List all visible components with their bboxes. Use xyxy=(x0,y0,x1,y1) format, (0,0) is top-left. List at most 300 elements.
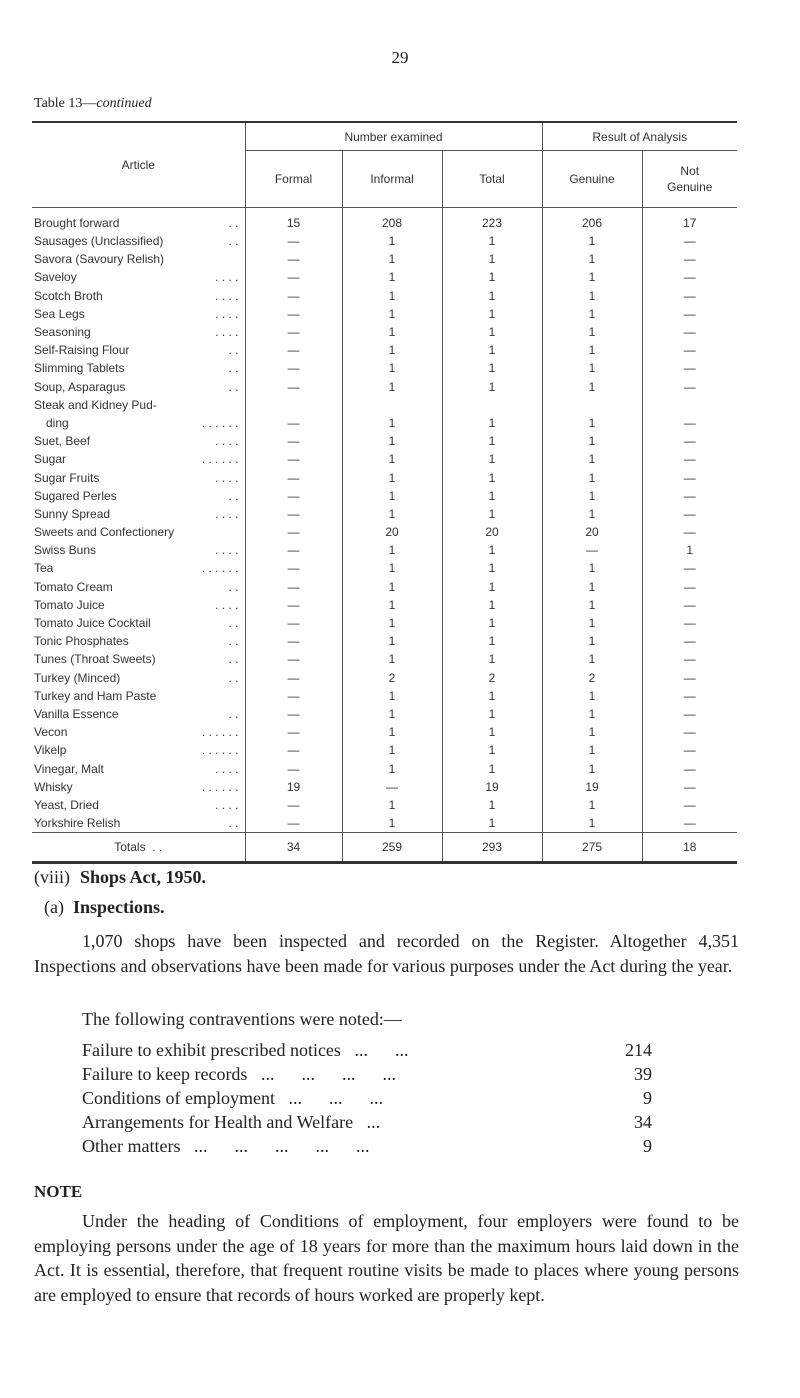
contraventions-intro: The following contraventions were noted:— xyxy=(82,1009,402,1029)
contravention-count: 39 xyxy=(634,1064,652,1084)
table-row xyxy=(32,650,737,668)
cell-genuine xyxy=(542,396,642,414)
cell-total: 1 xyxy=(442,323,542,341)
table-row xyxy=(32,632,737,650)
note-paragraph: Under the heading of Conditions of employment, four employers were found to be employing persons under the age of 18 years for more than the maximum hours laid down in the Act. It is essential, therefore, that frequent routine visits be made to places where young persons are employed to ensure that records of hours worked are properly kept. xyxy=(34,1211,739,1305)
column-header-formal: Formal xyxy=(245,151,342,208)
cell-formal: — xyxy=(245,414,342,432)
cell-not-genuine: — xyxy=(642,741,737,759)
cell-informal: 1 xyxy=(342,614,442,632)
table-row xyxy=(32,487,737,505)
table-row xyxy=(32,578,737,596)
cell-genuine: 19 xyxy=(542,778,642,796)
cell-not-genuine: — xyxy=(642,669,737,687)
cell-total: 1 xyxy=(442,432,542,450)
cell-genuine: 1 xyxy=(542,741,642,759)
cell-informal: 20 xyxy=(342,523,442,541)
leader-dots: . . xyxy=(228,488,239,503)
leader-dots: . . . . . . xyxy=(201,725,239,740)
leader-dots: ... ... xyxy=(354,1040,409,1060)
cell-not-genuine: — xyxy=(642,505,737,523)
totals-total: 293 xyxy=(442,833,542,863)
cell-informal: 1 xyxy=(342,687,442,705)
table-row xyxy=(32,559,737,577)
cell-article: Swiss Buns . . . . xyxy=(34,543,239,558)
cell-genuine: 206 xyxy=(542,208,642,233)
cell-not-genuine: — xyxy=(642,778,737,796)
cell-informal: 1 xyxy=(342,268,442,286)
cell-formal: — xyxy=(245,487,342,505)
cell-total: 1 xyxy=(442,287,542,305)
totals-label: Totals . . xyxy=(32,833,245,863)
cell-formal: — xyxy=(245,614,342,632)
table-row xyxy=(32,323,737,341)
cell-genuine: 1 xyxy=(542,323,642,341)
cell-not-genuine: — xyxy=(642,305,737,323)
cell-total: 1 xyxy=(442,741,542,759)
cell-genuine: 1 xyxy=(542,705,642,723)
cell-total: 1 xyxy=(442,578,542,596)
cell-formal: — xyxy=(245,796,342,814)
cell-total: 1 xyxy=(442,468,542,486)
cell-total: 1 xyxy=(442,505,542,523)
cell-informal: 1 xyxy=(342,814,442,833)
cell-informal: 1 xyxy=(342,305,442,323)
section-heading xyxy=(34,867,754,888)
contraventions-list xyxy=(82,1040,652,1160)
cell-total: 1 xyxy=(442,250,542,268)
leader-dots: . . xyxy=(228,634,239,649)
leader-dots: . . . . xyxy=(215,597,239,612)
cell-formal: — xyxy=(245,232,342,250)
leader-dots: . . . . xyxy=(215,325,239,340)
cell-article: Vanilla Essence . . xyxy=(34,706,239,721)
cell-total: 1 xyxy=(442,705,542,723)
page-number: 29 xyxy=(391,48,409,67)
table-row xyxy=(32,378,737,396)
cell-informal: 1 xyxy=(342,341,442,359)
cell-formal: — xyxy=(245,359,342,377)
leader-dots: ... ... ... ... xyxy=(260,1064,396,1084)
cell-article: Soup, Asparagus . . xyxy=(34,379,239,394)
cell-article: Turkey and Ham Paste xyxy=(34,688,157,703)
cell-not-genuine: — xyxy=(642,287,737,305)
table-row xyxy=(32,396,737,414)
table-row xyxy=(32,287,737,305)
cell-article: ding . . . . . . xyxy=(46,415,239,430)
table-row xyxy=(32,796,737,814)
contravention-item xyxy=(82,1040,652,1064)
leader-dots: . . . . xyxy=(215,288,239,303)
cell-genuine: 1 xyxy=(542,614,642,632)
contravention-label: Conditions of employment ... ... ... xyxy=(82,1088,383,1108)
cell-article: Sugared Perles . . xyxy=(34,488,239,503)
cell-formal: 15 xyxy=(245,208,342,233)
leader-dots: . . xyxy=(228,216,239,230)
cell-total: 1 xyxy=(442,759,542,777)
column-header-article: Article xyxy=(32,123,245,208)
cell-article: Tomato Juice . . . . xyxy=(34,597,239,612)
cell-total: 1 xyxy=(442,268,542,286)
cell-total: 1 xyxy=(442,541,542,559)
column-header-genuine: Genuine xyxy=(542,151,642,208)
column-header-not-genuine-line2: Genuine xyxy=(667,180,713,194)
cell-not-genuine: — xyxy=(642,705,737,723)
cell-not-genuine: — xyxy=(642,250,737,268)
cell-genuine: 1 xyxy=(542,814,642,833)
cell-informal: 1 xyxy=(342,723,442,741)
cell-genuine: 1 xyxy=(542,341,642,359)
table-row xyxy=(32,541,737,559)
cell-informal: 1 xyxy=(342,359,442,377)
contravention-item xyxy=(82,1088,652,1112)
cell-not-genuine: — xyxy=(642,232,737,250)
contravention-count: 9 xyxy=(643,1088,652,1108)
leader-dots: . . xyxy=(228,234,239,249)
contravention-count: 9 xyxy=(643,1136,652,1156)
cell-article: Steak and Kidney Pud- xyxy=(34,397,157,412)
cell-informal: 1 xyxy=(342,650,442,668)
cell-genuine: 1 xyxy=(542,378,642,396)
cell-informal: 208 xyxy=(342,208,442,233)
cell-informal: 1 xyxy=(342,559,442,577)
cell-formal: — xyxy=(245,468,342,486)
column-header-not-genuine xyxy=(642,151,737,208)
contravention-item xyxy=(82,1136,652,1160)
cell-total: 1 xyxy=(442,450,542,468)
cell-formal: — xyxy=(245,378,342,396)
cell-informal: 1 xyxy=(342,759,442,777)
leader-dots: . . xyxy=(228,670,239,685)
cell-formal: — xyxy=(245,687,342,705)
cell-article: Yorkshire Relish . . xyxy=(34,816,239,831)
cell-formal: — xyxy=(245,578,342,596)
table-row xyxy=(32,268,737,286)
cell-not-genuine: — xyxy=(642,341,737,359)
leader-dots: . . . . xyxy=(215,434,239,449)
cell-formal: — xyxy=(245,559,342,577)
cell-article: Self-Raising Flour . . xyxy=(34,343,239,358)
cell-total: 1 xyxy=(442,232,542,250)
leader-dots: . . . . xyxy=(215,761,239,776)
cell-informal: 1 xyxy=(342,796,442,814)
column-header-not-genuine-line1: Not xyxy=(680,164,700,178)
cell-genuine: 1 xyxy=(542,487,642,505)
subsection-title: Inspections. xyxy=(72,897,165,917)
leader-dots: . . xyxy=(228,343,239,358)
leader-dots: ... ... ... ... ... xyxy=(193,1136,370,1156)
cell-informal: 1 xyxy=(342,250,442,268)
cell-genuine: 1 xyxy=(542,632,642,650)
contravention-label: Other matters ... ... ... ... ... xyxy=(82,1136,370,1156)
cell-formal: — xyxy=(245,541,342,559)
cell-genuine: 1 xyxy=(542,287,642,305)
cell-article: Scotch Broth . . . . xyxy=(34,288,239,303)
table-row xyxy=(32,669,737,687)
inspections-paragraph: 1,070 shops have been inspected and recorded on the Register. Altogether 4,351 Inspections and observations have been made for various purposes under the Act during the year. xyxy=(34,931,739,976)
cell-formal: 19 xyxy=(245,778,342,796)
cell-not-genuine: — xyxy=(642,559,737,577)
cell-informal: 1 xyxy=(342,287,442,305)
cell-not-genuine: — xyxy=(642,596,737,614)
cell-article: Seasoning . . . . xyxy=(34,325,239,340)
table-row xyxy=(32,759,737,777)
cell-article: Turkey (Minced) . . xyxy=(34,670,239,685)
leader-dots: . . . . xyxy=(215,470,239,485)
cell-not-genuine: — xyxy=(642,432,737,450)
cell-genuine: 1 xyxy=(542,268,642,286)
cell-not-genuine: — xyxy=(642,487,737,505)
cell-article: Sausages (Unclassified) . . xyxy=(34,234,239,249)
cell-informal: 1 xyxy=(342,705,442,723)
table-row xyxy=(32,432,737,450)
cell-total: 1 xyxy=(442,596,542,614)
leader-dots: . . xyxy=(228,579,239,594)
cell-total: 20 xyxy=(442,523,542,541)
cell-informal: 1 xyxy=(342,578,442,596)
column-group-number-examined: Number examined xyxy=(245,123,542,151)
column-header-total: Total xyxy=(442,151,542,208)
cell-informal xyxy=(342,396,442,414)
cell-genuine: 1 xyxy=(542,578,642,596)
cell-formal: — xyxy=(245,741,342,759)
cell-genuine: 1 xyxy=(542,305,642,323)
cell-formal: — xyxy=(245,341,342,359)
table-row xyxy=(32,468,737,486)
cell-not-genuine: — xyxy=(642,523,737,541)
contravention-item xyxy=(82,1112,652,1136)
cell-article: Tomato Cream . . xyxy=(34,579,239,594)
cell-total: 1 xyxy=(442,487,542,505)
leader-dots: . . . . xyxy=(215,506,239,521)
cell-informal: 1 xyxy=(342,541,442,559)
cell-not-genuine: — xyxy=(642,359,737,377)
cell-not-genuine: — xyxy=(642,796,737,814)
leader-dots: . . . . xyxy=(215,543,239,558)
table-row xyxy=(32,250,737,268)
totals-not-genuine: 18 xyxy=(642,833,737,863)
leader-dots: ... ... ... xyxy=(288,1088,383,1108)
totals-row xyxy=(32,833,737,863)
cell-formal: — xyxy=(245,650,342,668)
leader-dots: . . xyxy=(228,816,239,831)
cell-not-genuine: — xyxy=(642,632,737,650)
table-row xyxy=(32,523,737,541)
cell-total: 1 xyxy=(442,414,542,432)
cell-article: Sugar . . . . . . xyxy=(34,452,239,467)
cell-article: Vikelp . . . . . . xyxy=(34,743,239,758)
cell-total: 1 xyxy=(442,632,542,650)
contravention-count: 214 xyxy=(625,1040,652,1060)
contravention-label: Failure to keep records ... ... ... ... xyxy=(82,1064,396,1084)
cell-genuine: 1 xyxy=(542,596,642,614)
cell-formal: — xyxy=(245,814,342,833)
cell-informal: 1 xyxy=(342,432,442,450)
cell-genuine: 1 xyxy=(542,359,642,377)
table-caption-prefix: Table 13— xyxy=(34,96,97,111)
leader-dots: . . . . . . xyxy=(201,415,239,430)
cell-informal: 1 xyxy=(342,468,442,486)
cell-total xyxy=(442,396,542,414)
cell-genuine: 1 xyxy=(542,723,642,741)
cell-formal: — xyxy=(245,596,342,614)
cell-article: Sugar Fruits . . . . xyxy=(34,470,239,485)
cell-article: Brought forward . . xyxy=(34,216,239,230)
cell-genuine: 1 xyxy=(542,796,642,814)
cell-not-genuine: — xyxy=(642,723,737,741)
cell-informal: 1 xyxy=(342,741,442,759)
cell-formal: — xyxy=(245,705,342,723)
contravention-label: Arrangements for Health and Welfare ... xyxy=(82,1112,381,1132)
table-caption-suffix: continued xyxy=(96,96,152,111)
leader-dots: . . xyxy=(228,379,239,394)
cell-not-genuine: 1 xyxy=(642,541,737,559)
cell-not-genuine: — xyxy=(642,468,737,486)
cell-not-genuine: — xyxy=(642,378,737,396)
cell-total: 1 xyxy=(442,614,542,632)
cell-informal: 1 xyxy=(342,414,442,432)
column-group-result-of-analysis: Result of Analysis xyxy=(542,123,737,151)
cell-informal: 1 xyxy=(342,378,442,396)
cell-genuine: 1 xyxy=(542,432,642,450)
subsection-number: (a) xyxy=(44,897,64,917)
cell-total: 1 xyxy=(442,305,542,323)
table-row xyxy=(32,208,737,233)
table-row xyxy=(32,741,737,759)
cell-informal: 1 xyxy=(342,505,442,523)
cell-genuine: 1 xyxy=(542,414,642,432)
table-row xyxy=(32,232,737,250)
cell-not-genuine: — xyxy=(642,450,737,468)
cell-not-genuine: — xyxy=(642,687,737,705)
cell-genuine: 1 xyxy=(542,505,642,523)
cell-total: 1 xyxy=(442,650,542,668)
totals-genuine: 275 xyxy=(542,833,642,863)
cell-article: Whisky . . . . . . xyxy=(34,779,239,794)
cell-article: Slimming Tablets . . xyxy=(34,361,239,376)
cell-article: Sweets and Confectionery xyxy=(34,525,175,540)
table-row xyxy=(32,687,737,705)
cell-formal xyxy=(245,396,342,414)
cell-not-genuine xyxy=(642,396,737,414)
cell-article: Sea Legs . . . . xyxy=(34,306,239,321)
cell-not-genuine: — xyxy=(642,759,737,777)
cell-informal: 1 xyxy=(342,232,442,250)
contravention-count: 34 xyxy=(634,1112,652,1132)
column-header-informal: Informal xyxy=(342,151,442,208)
cell-genuine: 1 xyxy=(542,232,642,250)
leader-dots: . . xyxy=(228,361,239,376)
cell-formal: — xyxy=(245,632,342,650)
leader-dots: . . . . xyxy=(215,797,239,812)
cell-not-genuine: — xyxy=(642,323,737,341)
cell-formal: — xyxy=(245,268,342,286)
leader-dots: . . . . . . xyxy=(201,452,239,467)
cell-formal: — xyxy=(245,723,342,741)
leader-dots: . . xyxy=(228,706,239,721)
analysis-table xyxy=(32,121,737,864)
cell-formal: — xyxy=(245,432,342,450)
cell-genuine: 1 xyxy=(542,250,642,268)
cell-total: 1 xyxy=(442,378,542,396)
cell-total: 1 xyxy=(442,359,542,377)
cell-article: Suet, Beef . . . . xyxy=(34,434,239,449)
cell-total: 223 xyxy=(442,208,542,233)
table-row xyxy=(32,414,737,432)
cell-article: Saveloy . . . . xyxy=(34,270,239,285)
leader-dots: . . . . xyxy=(215,306,239,321)
cell-article: Tomato Juice Cocktail . . xyxy=(34,616,239,631)
cell-article: Yeast, Dried . . . . xyxy=(34,797,239,812)
cell-article: Tonic Phosphates . . xyxy=(34,634,239,649)
cell-not-genuine: — xyxy=(642,650,737,668)
cell-article: Savora (Savoury Relish) xyxy=(34,252,165,267)
table-body xyxy=(32,208,737,833)
cell-not-genuine: — xyxy=(642,578,737,596)
table-row xyxy=(32,814,737,833)
cell-formal: — xyxy=(245,323,342,341)
table-row xyxy=(32,723,737,741)
cell-total: 19 xyxy=(442,778,542,796)
cell-total: 1 xyxy=(442,559,542,577)
totals-informal: 259 xyxy=(342,833,442,863)
contravention-label: Failure to exhibit prescribed notices ... ... xyxy=(82,1040,409,1060)
leader-dots: . . xyxy=(228,616,239,631)
cell-total: 1 xyxy=(442,687,542,705)
section-number: (viii) xyxy=(34,867,70,887)
cell-article: Tunes (Throat Sweets) . . xyxy=(34,652,239,667)
table-row xyxy=(32,341,737,359)
cell-formal: — xyxy=(245,287,342,305)
cell-informal: — xyxy=(342,778,442,796)
leader-dots: . . . . . . xyxy=(201,743,239,758)
cell-formal: — xyxy=(245,523,342,541)
cell-not-genuine: — xyxy=(642,614,737,632)
cell-informal: 1 xyxy=(342,323,442,341)
cell-formal: — xyxy=(245,759,342,777)
table-row xyxy=(32,450,737,468)
table-row xyxy=(32,778,737,796)
cell-genuine: 1 xyxy=(542,450,642,468)
leader-dots: ... xyxy=(366,1112,381,1132)
cell-informal: 1 xyxy=(342,487,442,505)
cell-article: Tea . . . . . . xyxy=(34,561,239,576)
cell-total: 1 xyxy=(442,814,542,833)
cell-not-genuine: 17 xyxy=(642,208,737,233)
leader-dots: . . . . . . xyxy=(201,561,239,576)
cell-genuine: 1 xyxy=(542,759,642,777)
table-row xyxy=(32,505,737,523)
table-row xyxy=(32,596,737,614)
table-row xyxy=(32,359,737,377)
note-heading: NOTE xyxy=(34,1182,83,1201)
cell-informal: 1 xyxy=(342,450,442,468)
leader-dots: . . . . . . xyxy=(201,779,239,794)
cell-article: Vecon . . . . . . xyxy=(34,725,239,740)
cell-genuine: 1 xyxy=(542,559,642,577)
cell-genuine: 1 xyxy=(542,687,642,705)
table-caption xyxy=(34,96,152,112)
contravention-item xyxy=(82,1064,652,1088)
cell-formal: — xyxy=(245,250,342,268)
cell-informal: 2 xyxy=(342,669,442,687)
cell-not-genuine: — xyxy=(642,414,737,432)
cell-formal: — xyxy=(245,305,342,323)
cell-informal: 1 xyxy=(342,632,442,650)
cell-formal: — xyxy=(245,505,342,523)
cell-total: 2 xyxy=(442,669,542,687)
cell-total: 1 xyxy=(442,796,542,814)
